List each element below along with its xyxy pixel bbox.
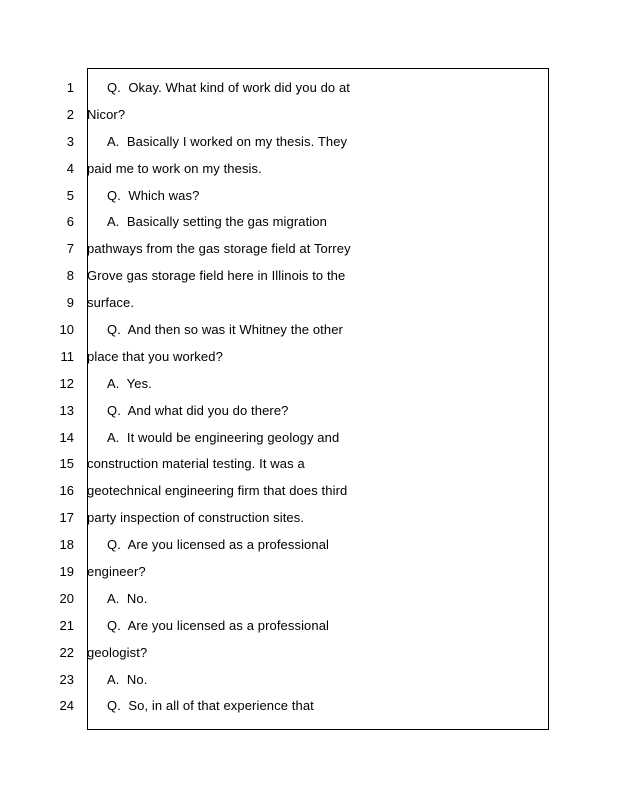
line-number: 13 [59,402,74,418]
transcript-line: Q. Are you licensed as a professional [107,617,330,633]
transcript-line: A. It would be engineering geology and [107,429,340,445]
transcript-text-column [87,75,547,720]
line-number: 16 [59,483,74,499]
line-number: 11 [60,348,74,364]
transcript-line: surface. [87,295,135,311]
line-number: 8 [66,268,74,284]
transcript-line: paid me to work on my thesis. [87,160,262,176]
transcript-line: construction material testing. It was a [87,456,305,472]
transcript-line: Grove gas storage field here in Illinois to the [87,268,346,284]
transcript-line: geotechnical engineering firm that does third [87,483,348,499]
line-number: 2 [66,106,74,122]
line-number: 15 [59,456,74,472]
transcript-line: place that you worked? [87,348,223,364]
line-number: 23 [59,671,74,687]
transcript-line: A. No. [107,671,148,687]
transcript-line: A. Basically setting the gas migration [107,214,327,230]
line-number: 24 [59,698,74,714]
transcript-line: Q. Okay. What kind of work did you do at [107,80,351,95]
line-number: 14 [59,429,74,445]
line-number: 12 [59,375,74,391]
transcript-line: Q. Which was? [107,187,200,203]
transcript-line: Q. And what did you do there? [107,402,289,418]
line-number: 4 [66,160,74,176]
line-number-column [40,75,74,720]
line-number: 6 [66,214,74,230]
line-number: 18 [59,537,74,553]
transcript-line: A. Yes. [107,375,152,391]
transcript-line: Q. Are you licensed as a professional [107,537,330,553]
transcript-line: A. Basically I worked on my thesis. They [107,133,348,149]
line-number: 19 [59,564,74,580]
line-number: 9 [66,295,74,311]
line-number: 17 [59,510,74,526]
transcript-line: Nicor? [87,106,126,122]
line-number: 5 [66,187,74,203]
line-number: 3 [66,133,74,149]
transcript-line: Q. And then so was it Whitney the other [107,322,343,338]
line-number: 10 [59,322,74,338]
transcript-line: A. No. [107,590,148,606]
transcript-line: pathways from the gas storage field at Torrey [87,241,351,257]
line-number: 22 [59,644,74,660]
line-number: 20 [59,590,74,606]
transcript-line: geologist? [87,644,148,660]
transcript-line: Q. So, in all of that experience that [107,698,314,714]
transcript-line: engineer? [87,564,146,580]
transcript-line: party inspection of construction sites. [87,510,305,526]
line-number: 21 [59,617,74,633]
line-number: 1 [66,80,74,95]
line-number: 7 [66,241,74,257]
